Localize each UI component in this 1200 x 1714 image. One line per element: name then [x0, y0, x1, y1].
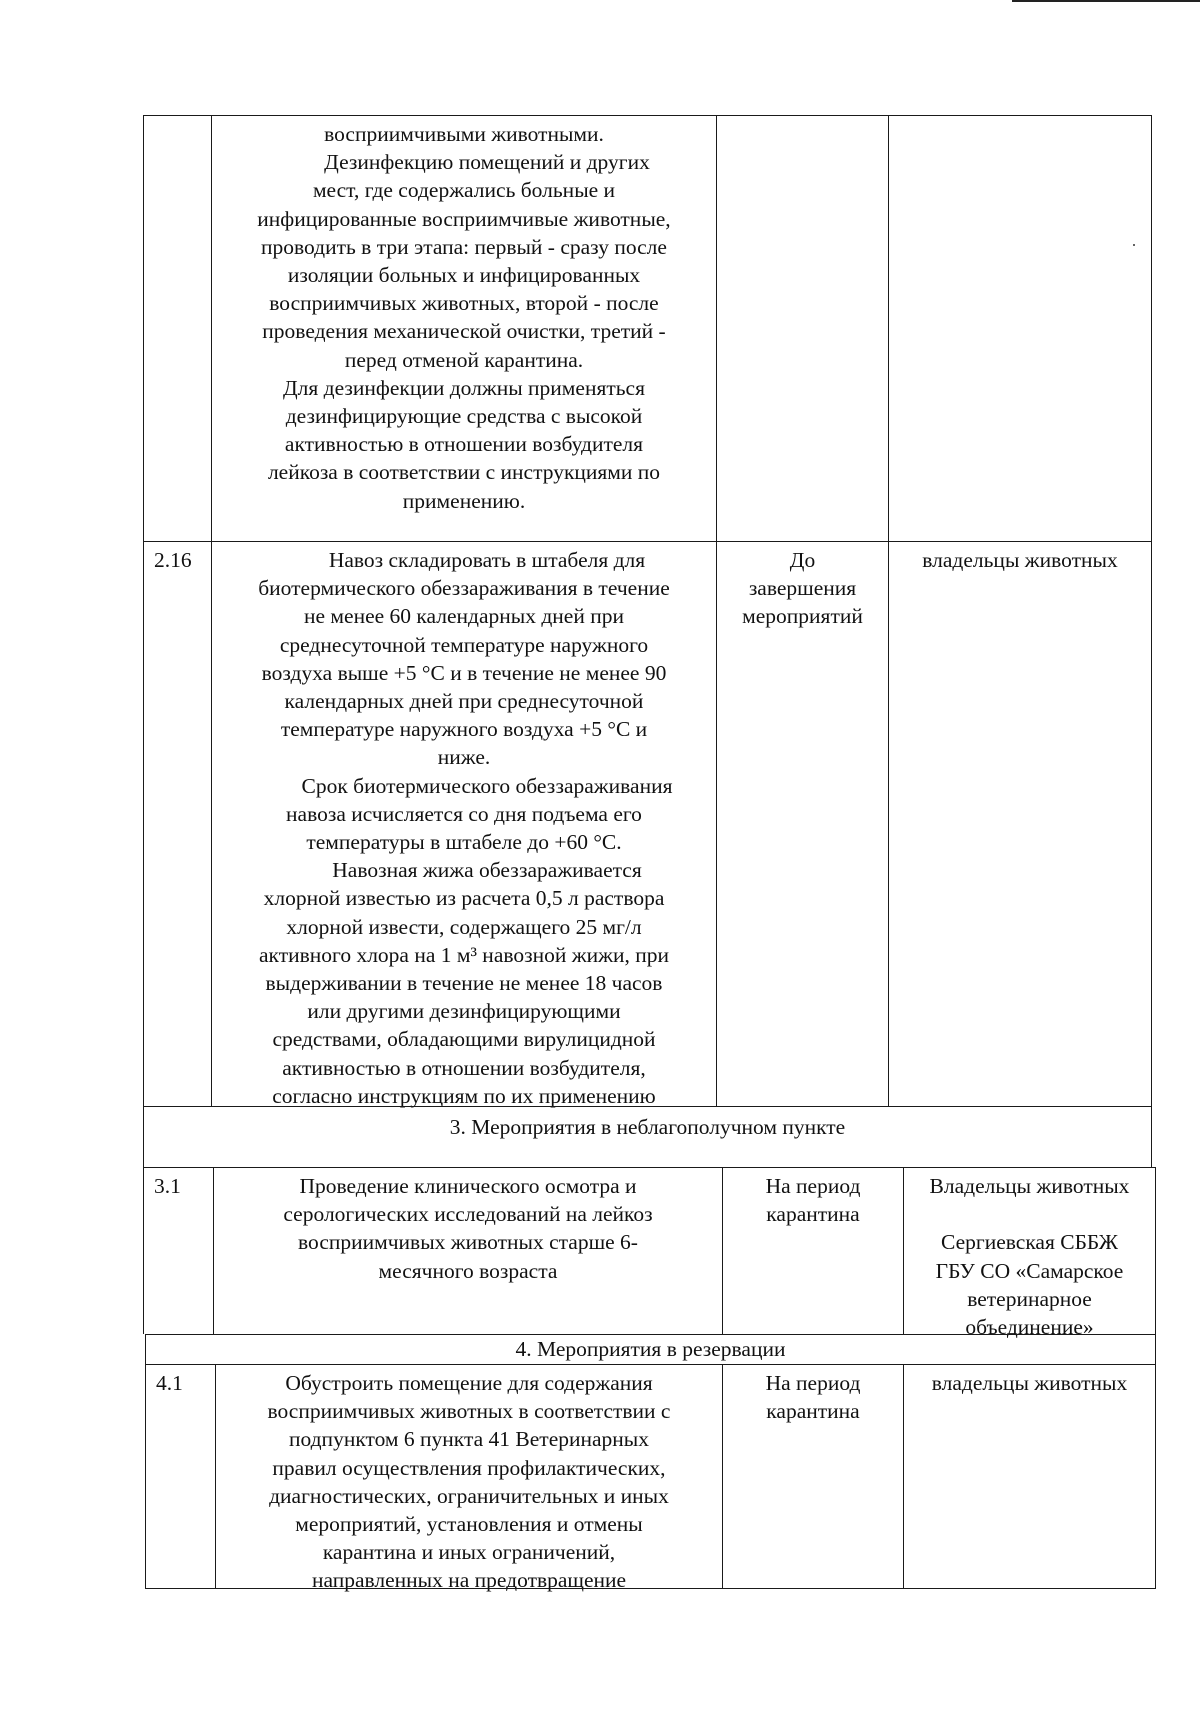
- description-line: дезинфицирующие средства с высокой: [285, 404, 643, 429]
- responsible-cell: [903, 1168, 1156, 1340]
- section-row: [145, 1334, 1156, 1364]
- description-line: диагностических, ограничительных и иных: [269, 1483, 669, 1508]
- description-cell: [213, 1168, 722, 1334]
- description-line: изоляции больных и инфицированных: [287, 263, 641, 288]
- responsible-cell: [888, 542, 1152, 1106]
- responsible-line: [904, 1200, 1155, 1228]
- description-line: Навоз складировать в штабеля для: [328, 548, 646, 572]
- description-line: хлорной известью из расчета 0,5 л раствора: [263, 886, 665, 911]
- description-line: биотермического обеззараживания в течение: [258, 576, 670, 601]
- description-line: Обустроить помещение для содержания: [285, 1371, 653, 1395]
- description-line: активностью в отношении возбудителя: [284, 432, 644, 457]
- responsible-cell: [888, 116, 1152, 541]
- description-line: Дезинфекцию помещений и других: [324, 150, 650, 175]
- responsible-line: ГБУ СО «Самарское: [935, 1258, 1124, 1283]
- description-line: инфицированные восприимчивые животные,: [257, 206, 671, 231]
- description-line: Проведение клинического осмотра и: [299, 1174, 637, 1198]
- table-row: [143, 115, 1152, 541]
- description-line: восприимчивых животных старше 6-: [298, 1230, 638, 1255]
- table-row: [143, 541, 1152, 1106]
- term-line: На период: [765, 1371, 861, 1395]
- description-line: среднесуточной температуре наружного: [279, 632, 649, 657]
- table-row: [143, 1167, 1156, 1340]
- term-line: На период: [765, 1174, 861, 1198]
- responsible-line: Владельцы животных: [929, 1174, 1130, 1198]
- item-number: [144, 122, 154, 146]
- description-line: подпунктом 6 пункта 41 Ветеринарных: [288, 1427, 649, 1452]
- description-line: воздуха выше +5 °С и в течение не менее 90: [261, 660, 667, 685]
- description-line: мероприятий, установления и отмены: [295, 1512, 643, 1537]
- responsible-cell: [903, 1365, 1156, 1588]
- description-line: карантина и иных ограничений,: [322, 1540, 616, 1565]
- description-line: активного хлора на 1 м³ навозной жижи, при: [259, 942, 669, 967]
- description-line: мест, где содержались больные и: [312, 178, 616, 203]
- section-row: [143, 1106, 1152, 1167]
- table-bottom-border: [145, 1588, 1156, 1589]
- description-line: Срок биотермического обеззараживания: [301, 773, 673, 798]
- description-line: активностью в отношении возбудителя,: [282, 1055, 646, 1080]
- number-cell: [143, 1168, 213, 1334]
- description-line: навоза исчисляется со дня подъема его: [286, 801, 642, 826]
- description-line: согласно инструкциям по их применению: [272, 1083, 656, 1108]
- number-cell: [143, 542, 211, 1106]
- corner-rule: [1012, 0, 1200, 2]
- section-title: 3. Мероприятия в неблагополучном пункте: [449, 1115, 846, 1139]
- responsible-line: Сергиевская СББЖ: [940, 1230, 1119, 1255]
- description-line: правил осуществления профилактических,: [272, 1455, 666, 1480]
- description-line: Навозная жижа обеззараживается: [332, 858, 642, 883]
- item-number: 4.1: [156, 1371, 183, 1395]
- term-line: До: [789, 548, 816, 572]
- term-line: карантина: [766, 1202, 860, 1227]
- term-cell: [722, 1365, 903, 1588]
- item-number: 3.1: [154, 1174, 181, 1198]
- description-cell: [215, 1365, 722, 1593]
- description-line: проводить в три этапа: первый - сразу после: [261, 234, 667, 259]
- description-line: месячного возраста: [378, 1258, 558, 1283]
- description-line: восприимчивых животных, второй - после: [269, 291, 659, 316]
- description-line: ниже.: [437, 745, 491, 770]
- description-cell: [211, 542, 716, 1106]
- term-line: мероприятий: [742, 604, 863, 629]
- description-line: Для дезинфекции должны применяться: [283, 375, 645, 400]
- description-line: календарных дней при среднесуточной: [284, 689, 644, 714]
- description-line: температуре наружного воздуха +5 °С и: [280, 717, 648, 742]
- description-cell: [211, 116, 716, 541]
- term-cell: [722, 1168, 903, 1334]
- description-line: направленных на предотвращение: [311, 1568, 627, 1593]
- description-line: лейкоза в соответствии с инструкциями по: [267, 460, 661, 485]
- section-title: 4. Мероприятия в резервации: [515, 1337, 786, 1361]
- description-line: восприимчивыми животными.: [324, 122, 604, 146]
- term-cell: [716, 116, 888, 541]
- responsible-line: объединение»: [965, 1315, 1094, 1340]
- description-line: хлорной извести, содержащего 25 мг/л: [286, 914, 642, 939]
- responsible-line: владельцы животных: [922, 548, 1118, 572]
- term-line: карантина: [766, 1399, 860, 1424]
- description-line: не менее 60 календарных дней при: [304, 604, 624, 629]
- term-line: завершения: [748, 576, 857, 601]
- table-row: [145, 1364, 1156, 1593]
- description-line: температуры в штабеле до +60 °С.: [306, 830, 622, 855]
- description-line: выдерживании в течение не менее 18 часов: [265, 971, 663, 996]
- description-line: восприимчивых животных в соответствии с: [267, 1399, 671, 1424]
- number-cell: [143, 116, 211, 541]
- description-line: применению.: [402, 488, 526, 513]
- description-line: или другими дезинфицирующими: [307, 999, 621, 1024]
- responsible-line: владельцы животных: [931, 1371, 1128, 1395]
- number-cell: [145, 1365, 215, 1588]
- item-number: 2.16: [154, 548, 192, 572]
- description-line: средствами, обладающими вирулицидной: [272, 1027, 656, 1052]
- term-cell: [716, 542, 888, 1106]
- responsible-line: ветеринарное: [967, 1286, 1092, 1311]
- description-line: перед отменой карантина.: [344, 347, 584, 372]
- description-line: серологических исследований на лейкоз: [283, 1202, 653, 1227]
- description-line: проведения механической очистки, третий -: [262, 319, 666, 344]
